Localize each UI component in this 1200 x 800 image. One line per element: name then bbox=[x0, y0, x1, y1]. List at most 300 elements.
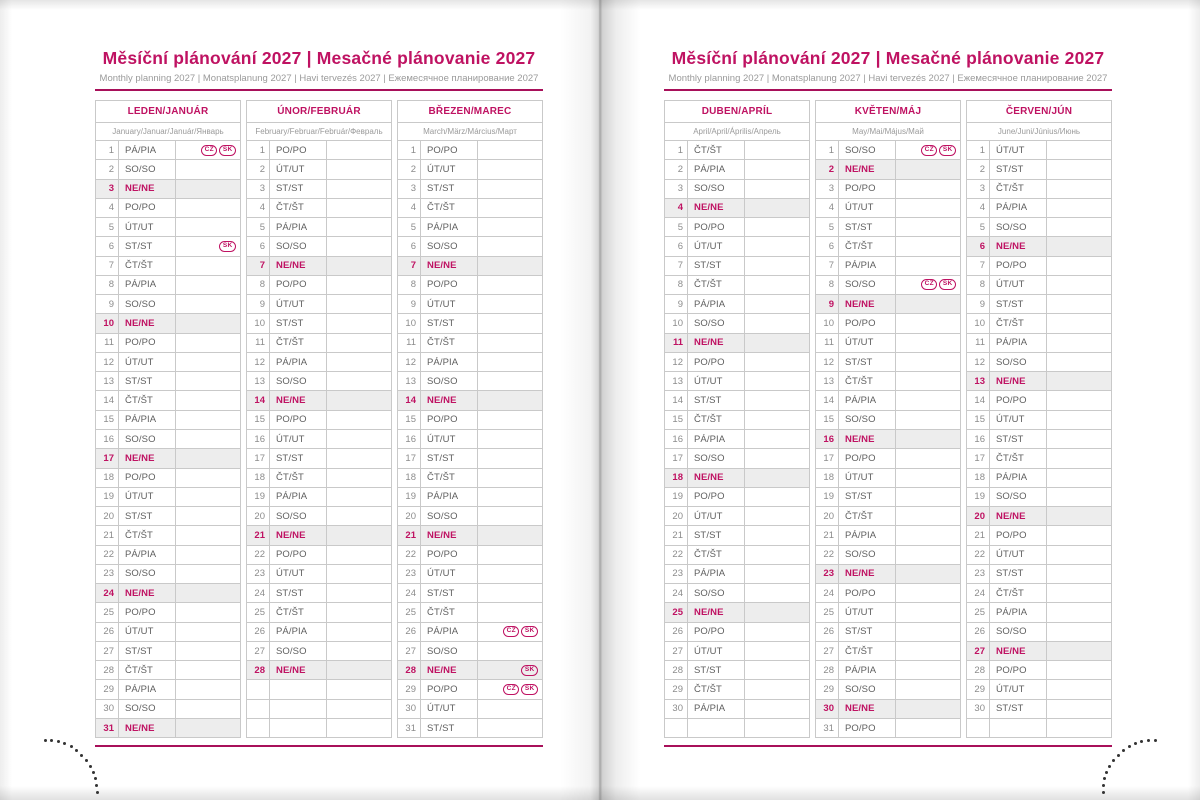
day-number: 11 bbox=[247, 334, 270, 352]
day-number: 1 bbox=[816, 141, 839, 159]
day-row bbox=[665, 679, 809, 698]
holiday-badge-cz: CZ bbox=[503, 626, 519, 637]
day-row bbox=[967, 583, 1111, 602]
weekday-label: SO/SO bbox=[688, 584, 745, 602]
day-number: 6 bbox=[816, 237, 839, 255]
weekday-label: NE/NE bbox=[839, 160, 896, 178]
day-number: 25 bbox=[247, 603, 270, 621]
day-number: 10 bbox=[816, 314, 839, 332]
day-row bbox=[398, 641, 542, 660]
weekday-label: SO/SO bbox=[990, 353, 1047, 371]
weekday-label bbox=[270, 719, 327, 737]
holiday-badge-sk: SK bbox=[939, 145, 956, 156]
notes-cell bbox=[478, 237, 542, 255]
weekday-label: ČT/ŠT bbox=[421, 199, 478, 217]
day-row bbox=[96, 641, 240, 660]
holiday-badge-sk: SK bbox=[219, 145, 236, 156]
day-row bbox=[247, 141, 391, 159]
day-row bbox=[96, 179, 240, 198]
weekday-label: NE/NE bbox=[421, 391, 478, 409]
day-row bbox=[967, 699, 1111, 718]
day-number: 30 bbox=[816, 700, 839, 718]
weekday-label: SO/SO bbox=[839, 680, 896, 698]
day-row bbox=[96, 660, 240, 679]
notes-cell bbox=[327, 180, 391, 198]
photo-edge-right bbox=[1188, 0, 1200, 800]
weekday-label: PO/PO bbox=[839, 314, 896, 332]
day-row bbox=[96, 564, 240, 583]
day-row bbox=[967, 217, 1111, 236]
weekday-label: NE/NE bbox=[421, 526, 478, 544]
notes-cell bbox=[745, 334, 809, 352]
day-number bbox=[967, 719, 990, 737]
day-row bbox=[247, 256, 391, 275]
day-row bbox=[247, 622, 391, 641]
day-number: 7 bbox=[665, 257, 688, 275]
day-row bbox=[665, 525, 809, 544]
day-number: 21 bbox=[967, 526, 990, 544]
day-row bbox=[665, 352, 809, 371]
weekday-label: ÚT/UT bbox=[688, 237, 745, 255]
day-number: 14 bbox=[96, 391, 119, 409]
day-number: 11 bbox=[665, 334, 688, 352]
notes-cell bbox=[745, 295, 809, 313]
notes-cell bbox=[1047, 314, 1111, 332]
day-number: 12 bbox=[816, 353, 839, 371]
day-row bbox=[816, 256, 960, 275]
day-number: 27 bbox=[247, 642, 270, 660]
day-row bbox=[816, 159, 960, 178]
notes-cell bbox=[1047, 353, 1111, 371]
notes-cell bbox=[327, 469, 391, 487]
day-number: 14 bbox=[967, 391, 990, 409]
photo-edge-top bbox=[0, 0, 1200, 10]
weekday-label: PÁ/PIA bbox=[688, 295, 745, 313]
weekday-label: SO/SO bbox=[270, 507, 327, 525]
day-number: 7 bbox=[816, 257, 839, 275]
day-number: 28 bbox=[247, 661, 270, 679]
day-number: 1 bbox=[247, 141, 270, 159]
day-number: 28 bbox=[398, 661, 421, 679]
weekday-label: NE/NE bbox=[119, 314, 176, 332]
day-number: 14 bbox=[816, 391, 839, 409]
day-number: 4 bbox=[816, 199, 839, 217]
weekday-label: PÁ/PIA bbox=[270, 218, 327, 236]
day-number: 26 bbox=[967, 623, 990, 641]
day-row bbox=[665, 506, 809, 525]
day-row bbox=[967, 641, 1111, 660]
notes-cell bbox=[896, 180, 960, 198]
day-number: 9 bbox=[665, 295, 688, 313]
day-number: 9 bbox=[96, 295, 119, 313]
day-row bbox=[96, 622, 240, 641]
notes-cell bbox=[478, 642, 542, 660]
day-number: 21 bbox=[398, 526, 421, 544]
day-number: 31 bbox=[398, 719, 421, 737]
day-number: 15 bbox=[967, 411, 990, 429]
notes-cell bbox=[478, 141, 542, 159]
day-row bbox=[247, 641, 391, 660]
day-row bbox=[247, 236, 391, 255]
day-row bbox=[247, 583, 391, 602]
day-number: 20 bbox=[247, 507, 270, 525]
day-row bbox=[816, 525, 960, 544]
day-number: 17 bbox=[96, 449, 119, 467]
day-number: 12 bbox=[665, 353, 688, 371]
day-number: 21 bbox=[665, 526, 688, 544]
weekday-label: NE/NE bbox=[270, 391, 327, 409]
day-number: 13 bbox=[816, 372, 839, 390]
notes-cell bbox=[1047, 661, 1111, 679]
notes-cell bbox=[1047, 719, 1111, 737]
weekday-label: NE/NE bbox=[688, 469, 745, 487]
day-number: 17 bbox=[247, 449, 270, 467]
weekday-label bbox=[270, 680, 327, 698]
day-number: 1 bbox=[665, 141, 688, 159]
empty-row bbox=[665, 718, 809, 737]
day-row bbox=[967, 352, 1111, 371]
day-row bbox=[398, 429, 542, 448]
notes-cell bbox=[176, 353, 240, 371]
notes-cell bbox=[478, 334, 542, 352]
notes-cell bbox=[327, 565, 391, 583]
holiday-badge-cz: CZ bbox=[921, 145, 937, 156]
notes-cell bbox=[176, 391, 240, 409]
notes-cell bbox=[745, 430, 809, 448]
notes-cell bbox=[745, 469, 809, 487]
weekday-label: ST/ST bbox=[688, 526, 745, 544]
notes-cell bbox=[745, 642, 809, 660]
weekday-label: ČT/ŠT bbox=[270, 469, 327, 487]
weekday-label: ST/ST bbox=[421, 314, 478, 332]
weekday-label: PÁ/PIA bbox=[119, 680, 176, 698]
day-row bbox=[398, 141, 542, 159]
notes-cell bbox=[176, 314, 240, 332]
day-number: 5 bbox=[247, 218, 270, 236]
day-number: 5 bbox=[816, 218, 839, 236]
notes-cell bbox=[176, 334, 240, 352]
day-row bbox=[398, 718, 542, 737]
day-number: 5 bbox=[398, 218, 421, 236]
day-row bbox=[398, 256, 542, 275]
weekday-label: PÁ/PIA bbox=[421, 623, 478, 641]
month-tables-right bbox=[664, 100, 1112, 738]
notes-cell bbox=[327, 276, 391, 294]
notes-cell bbox=[176, 276, 240, 294]
weekday-label: PO/PO bbox=[990, 257, 1047, 275]
month-table-kveten-maj bbox=[815, 100, 961, 738]
notes-cell bbox=[327, 237, 391, 255]
notes-cell bbox=[1047, 507, 1111, 525]
month-title: KVĚTEN/MÁJ bbox=[816, 101, 960, 123]
weekday-label: PO/PO bbox=[688, 488, 745, 506]
day-row bbox=[816, 236, 960, 255]
weekday-label: SO/SO bbox=[839, 141, 896, 159]
notes-cell bbox=[327, 295, 391, 313]
notes-cell bbox=[896, 295, 960, 313]
day-number: 18 bbox=[247, 469, 270, 487]
weekday-label: SO/SO bbox=[119, 430, 176, 448]
weekday-label: ST/ST bbox=[839, 353, 896, 371]
day-row bbox=[398, 198, 542, 217]
weekday-label: PÁ/PIA bbox=[990, 334, 1047, 352]
weekday-label: PÁ/PIA bbox=[119, 276, 176, 294]
day-number: 21 bbox=[816, 526, 839, 544]
notes-cell bbox=[1047, 584, 1111, 602]
day-row bbox=[96, 410, 240, 429]
day-number: 9 bbox=[967, 295, 990, 313]
notes-cell bbox=[327, 314, 391, 332]
day-number: 2 bbox=[247, 160, 270, 178]
day-number: 6 bbox=[96, 237, 119, 255]
day-number: 26 bbox=[96, 623, 119, 641]
notes-cell bbox=[478, 680, 542, 698]
day-row bbox=[96, 236, 240, 255]
day-row bbox=[247, 390, 391, 409]
day-number: 25 bbox=[96, 603, 119, 621]
weekday-label: PÁ/PIA bbox=[839, 391, 896, 409]
weekday-label: SO/SO bbox=[990, 488, 1047, 506]
day-row bbox=[247, 217, 391, 236]
day-number: 22 bbox=[816, 546, 839, 564]
day-number: 14 bbox=[665, 391, 688, 409]
day-row bbox=[665, 487, 809, 506]
day-row bbox=[665, 448, 809, 467]
weekday-label: ST/ST bbox=[119, 642, 176, 660]
weekday-label: PÁ/PIA bbox=[990, 603, 1047, 621]
day-number: 11 bbox=[398, 334, 421, 352]
notes-cell bbox=[176, 180, 240, 198]
weekday-label: NE/NE bbox=[839, 430, 896, 448]
weekday-label: SO/SO bbox=[270, 237, 327, 255]
weekday-label: ST/ST bbox=[990, 565, 1047, 583]
day-row bbox=[96, 602, 240, 621]
notes-cell bbox=[478, 584, 542, 602]
day-number: 15 bbox=[96, 411, 119, 429]
notes-cell bbox=[176, 507, 240, 525]
empty-row bbox=[967, 718, 1111, 737]
day-row bbox=[398, 159, 542, 178]
day-number: 22 bbox=[665, 546, 688, 564]
weekday-label: ČT/ŠT bbox=[839, 642, 896, 660]
day-row bbox=[247, 660, 391, 679]
day-number: 19 bbox=[96, 488, 119, 506]
notes-cell bbox=[478, 295, 542, 313]
day-row bbox=[398, 545, 542, 564]
day-number: 16 bbox=[398, 430, 421, 448]
weekday-label: NE/NE bbox=[270, 661, 327, 679]
day-number: 17 bbox=[816, 449, 839, 467]
notes-cell bbox=[176, 680, 240, 698]
notes-cell bbox=[745, 160, 809, 178]
day-number: 16 bbox=[247, 430, 270, 448]
day-row bbox=[247, 333, 391, 352]
day-number: 8 bbox=[967, 276, 990, 294]
notes-cell bbox=[745, 353, 809, 371]
day-number: 18 bbox=[398, 469, 421, 487]
day-number: 8 bbox=[96, 276, 119, 294]
day-row bbox=[967, 236, 1111, 255]
notes-cell bbox=[327, 488, 391, 506]
notes-cell bbox=[327, 160, 391, 178]
notes-cell bbox=[896, 700, 960, 718]
weekday-label: ST/ST bbox=[270, 314, 327, 332]
day-number: 24 bbox=[247, 584, 270, 602]
day-row bbox=[816, 545, 960, 564]
day-number: 18 bbox=[96, 469, 119, 487]
notes-cell bbox=[478, 199, 542, 217]
month-days bbox=[247, 141, 391, 737]
notes-cell bbox=[176, 584, 240, 602]
notes-cell bbox=[745, 719, 809, 737]
empty-row bbox=[247, 718, 391, 737]
weekday-label: ČT/ŠT bbox=[119, 391, 176, 409]
notes-cell bbox=[745, 314, 809, 332]
day-row bbox=[816, 660, 960, 679]
day-number: 16 bbox=[967, 430, 990, 448]
day-row bbox=[96, 506, 240, 525]
weekday-label: NE/NE bbox=[688, 199, 745, 217]
month-subtitle: February/Februar/Február/Февраль bbox=[247, 123, 391, 141]
weekday-label: ÚT/UT bbox=[688, 642, 745, 660]
day-number: 26 bbox=[665, 623, 688, 641]
month-days bbox=[398, 141, 542, 737]
day-number: 3 bbox=[398, 180, 421, 198]
notes-cell bbox=[1047, 160, 1111, 178]
day-number: 15 bbox=[247, 411, 270, 429]
weekday-label: PÁ/PIA bbox=[839, 526, 896, 544]
notes-cell bbox=[327, 680, 391, 698]
weekday-label: ÚT/UT bbox=[421, 160, 478, 178]
notes-cell bbox=[1047, 334, 1111, 352]
notes-cell bbox=[176, 372, 240, 390]
weekday-label: NE/NE bbox=[270, 526, 327, 544]
notes-cell bbox=[896, 680, 960, 698]
day-row bbox=[816, 718, 960, 737]
day-number: 30 bbox=[665, 700, 688, 718]
day-number: 13 bbox=[665, 372, 688, 390]
day-row bbox=[816, 699, 960, 718]
weekday-label: NE/NE bbox=[119, 180, 176, 198]
day-row bbox=[96, 333, 240, 352]
notes-cell bbox=[745, 603, 809, 621]
weekday-label: ČT/ŠT bbox=[990, 584, 1047, 602]
month-tables-left bbox=[95, 100, 543, 738]
day-row bbox=[96, 352, 240, 371]
page-subtitle: Monthly planning 2027 | Monatsplanung 2027 | Havi tervezés 2027 | Ежемесячное планирование 2027 bbox=[668, 73, 1108, 84]
day-number: 4 bbox=[247, 199, 270, 217]
day-row bbox=[398, 448, 542, 467]
weekday-label: ČT/ŠT bbox=[688, 680, 745, 698]
day-row bbox=[665, 141, 809, 159]
weekday-label: PO/PO bbox=[119, 199, 176, 217]
notes-cell bbox=[745, 565, 809, 583]
weekday-label: PÁ/PIA bbox=[421, 353, 478, 371]
weekday-label: ÚT/UT bbox=[421, 430, 478, 448]
day-row bbox=[398, 352, 542, 371]
day-row bbox=[665, 622, 809, 641]
weekday-label: PÁ/PIA bbox=[270, 623, 327, 641]
weekday-label: SO/SO bbox=[119, 295, 176, 313]
day-row bbox=[398, 525, 542, 544]
notes-cell bbox=[176, 411, 240, 429]
day-row bbox=[967, 487, 1111, 506]
day-number: 2 bbox=[398, 160, 421, 178]
notes-cell bbox=[478, 623, 542, 641]
weekday-label: PÁ/PIA bbox=[990, 469, 1047, 487]
weekday-label: ST/ST bbox=[119, 507, 176, 525]
day-number: 30 bbox=[967, 700, 990, 718]
notes-cell bbox=[896, 469, 960, 487]
notes-cell bbox=[896, 372, 960, 390]
day-row bbox=[247, 179, 391, 198]
weekday-label: PÁ/PIA bbox=[270, 353, 327, 371]
weekday-label: ÚT/UT bbox=[270, 295, 327, 313]
weekday-label: ČT/ŠT bbox=[990, 449, 1047, 467]
weekday-label: ÚT/UT bbox=[839, 199, 896, 217]
holiday-badge-cz: CZ bbox=[503, 684, 519, 695]
notes-cell bbox=[327, 642, 391, 660]
day-row bbox=[665, 198, 809, 217]
notes-cell bbox=[896, 199, 960, 217]
weekday-label: ČT/ŠT bbox=[839, 237, 896, 255]
day-number: 1 bbox=[96, 141, 119, 159]
notes-cell bbox=[176, 488, 240, 506]
day-row bbox=[398, 217, 542, 236]
day-number: 29 bbox=[96, 680, 119, 698]
day-number: 3 bbox=[247, 180, 270, 198]
weekday-label: ÚT/UT bbox=[270, 430, 327, 448]
weekday-label: ÚT/UT bbox=[421, 565, 478, 583]
page-title: Měsíční plánování 2027 | Mesačné plánovanie 2027 bbox=[102, 48, 536, 68]
weekday-label: NE/NE bbox=[119, 719, 176, 737]
day-row bbox=[967, 660, 1111, 679]
page-title: Měsíční plánování 2027 | Mesačné plánovanie 2027 bbox=[671, 48, 1105, 68]
weekday-label: SO/SO bbox=[688, 180, 745, 198]
weekday-label: SO/SO bbox=[421, 372, 478, 390]
weekday-label: PO/PO bbox=[688, 623, 745, 641]
weekday-label: PÁ/PIA bbox=[990, 199, 1047, 217]
day-row bbox=[247, 313, 391, 332]
weekday-label: ST/ST bbox=[839, 488, 896, 506]
notes-cell bbox=[1047, 372, 1111, 390]
weekday-label: ST/ST bbox=[421, 719, 478, 737]
day-row bbox=[398, 275, 542, 294]
day-number: 23 bbox=[967, 565, 990, 583]
day-row bbox=[247, 159, 391, 178]
day-number: 25 bbox=[967, 603, 990, 621]
notes-cell bbox=[478, 411, 542, 429]
notes-cell bbox=[745, 507, 809, 525]
weekday-label: ÚT/UT bbox=[839, 469, 896, 487]
weekday-label: ST/ST bbox=[839, 218, 896, 236]
day-number: 4 bbox=[967, 199, 990, 217]
weekday-label: SO/SO bbox=[839, 411, 896, 429]
day-number: 2 bbox=[665, 160, 688, 178]
weekday-label: NE/NE bbox=[688, 334, 745, 352]
weekday-label: PÁ/PIA bbox=[839, 661, 896, 679]
notes-cell bbox=[896, 391, 960, 409]
weekday-label: ST/ST bbox=[688, 391, 745, 409]
weekday-label: PO/PO bbox=[990, 661, 1047, 679]
notes-cell bbox=[896, 276, 960, 294]
day-number: 10 bbox=[967, 314, 990, 332]
day-row bbox=[665, 179, 809, 198]
day-number: 3 bbox=[96, 180, 119, 198]
day-number: 15 bbox=[398, 411, 421, 429]
day-row bbox=[816, 641, 960, 660]
day-row bbox=[247, 198, 391, 217]
